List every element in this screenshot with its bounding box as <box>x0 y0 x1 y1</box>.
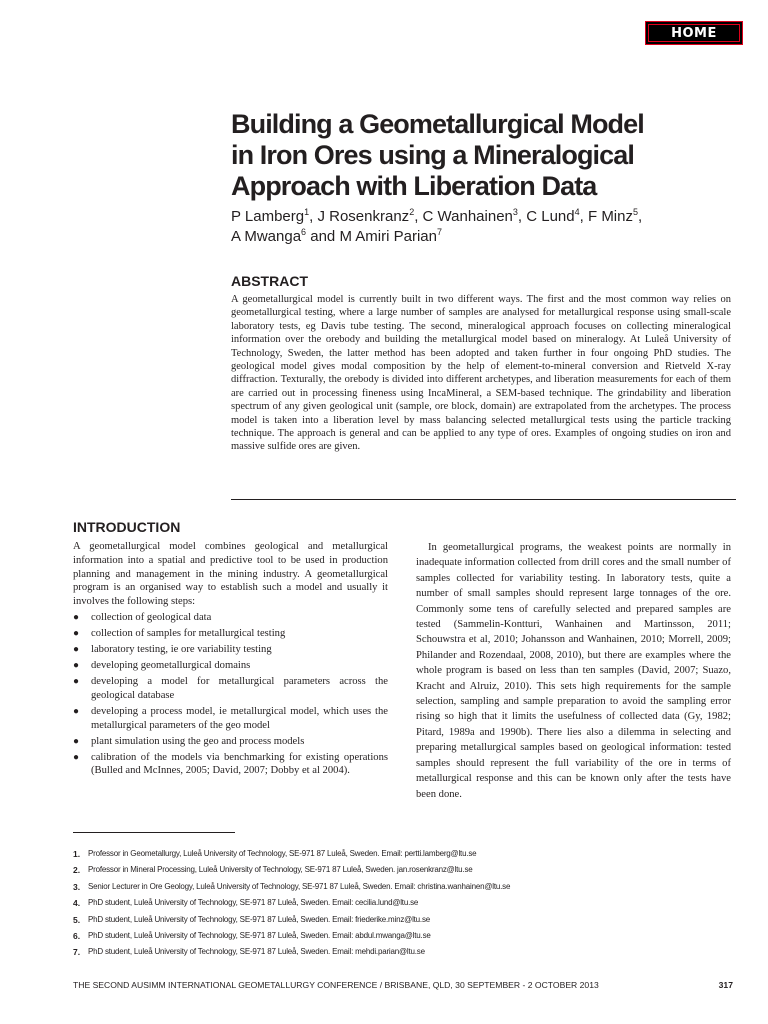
author-line: A Mwanga$^6$ and M Amiri Parian$^7$ <box>231 227 442 245</box>
step-text: collection of samples for metallurgical testing <box>91 628 286 640</box>
title-line: Approach with Liberation Data <box>231 171 597 201</box>
footnote-text: PhD student, Luleå University of Technology, SE-971 87 Luleå, Sweden. Email: mehdi.parian@ltu.se <box>88 947 425 957</box>
step-text: calibration of the models via benchmarking for existing operations (Bulled and McInnes, 2005; David, 2007; Dobby et al 2004). <box>91 751 388 777</box>
footnote <box>73 898 733 914</box>
footnote-number: 7. <box>73 947 81 958</box>
footnote-number: 4. <box>73 898 81 909</box>
step-text: collection of geological data <box>91 612 212 624</box>
conference-name: THE SECOND AUSIMM INTERNATIONAL GEOMETALLURGY CONFERENCE / BRISBANE, QLD, 30 SEPTEMBER - 2 OCTOBER 2013 <box>73 980 599 990</box>
footnote <box>73 865 733 881</box>
author-sup: 4 <box>574 207 580 217</box>
bullet-icon: ● <box>73 644 80 656</box>
list-item <box>73 643 388 657</box>
bullet-icon: ● <box>73 612 80 624</box>
author-sup: 7 <box>436 227 442 237</box>
step-text: plant simulation using the geo and process models <box>91 735 305 747</box>
title-line: in Iron Ores using a Mineralogical <box>231 140 634 170</box>
author-sup: 1 <box>304 207 310 217</box>
list-item <box>73 627 388 641</box>
footnote-number: 3. <box>73 881 81 892</box>
step-text: developing a process model, ie metallurgical model, which uses the metallurgical parameters of the geo model <box>91 705 388 731</box>
footnote-text: Professor in Mineral Processing, Luleå University of Technology, SE-971 87 Luleå, Sweden. jan.rosenkranz@ltu.se <box>88 865 473 875</box>
footnote-number: 6. <box>73 930 81 941</box>
list-item <box>73 751 388 779</box>
footnote <box>73 849 733 865</box>
bullet-icon: ● <box>73 660 80 672</box>
body-paragraph: In geometallurgical programs, the weakest points are normally in inadequate information collected from drill cores and the small number of samples collected for variability testing. In laboratory tests, quite a number of small samples should represent large tonnages of the ore. Commonly some tens of carefully selected and prepared samples are tested (Sammelin-Kontturi, Wanhainen and Martinsson, 2011; Schouwstra et al, 2010; Johansson and Wanhainen, 2010; Morrell, 2009; Philander and Rozendaal, 2008, 2010), but there are examples where the whole program is based on less than ten samples (David, 2007; Suazo, Kracht and Alruiz, 2010). This sets high requirements for the sample selection, sampling and sample preparation to avoid the sampling error rising so high that it limits the usefulness of collected data (Gy, 1982; Pitard, 1989a and 1990b). There lies also a dilemma in selecting and preparing metallurgical samples based on geological information: tested samples should represent the full variability of the ore in terms of metallurgical response and this can be known only after the tests have been done. <box>416 542 731 800</box>
bullet-icon: ● <box>73 735 80 747</box>
title-line: Building a Geometallurgical Model <box>231 109 644 139</box>
list-item <box>73 705 388 733</box>
footnote-text: PhD student, Luleå University of Technology, SE-971 87 Luleå, Sweden. Email: abdul.mwanga@ltu.se <box>88 930 431 940</box>
author-name: J Rosenkranz <box>317 208 410 225</box>
abstract-divider <box>231 499 736 500</box>
abstract-heading: ABSTRACT <box>231 273 308 289</box>
abstract-text: A geometallurgical model is currently built in two different ways. The first and the most common way relies on geometallurgical testing, where a large number of samples are analysed for metallurgical response using small-scale laboratory tests, eg Davis tube testing. The second, mineralogical approach focuses on collecting mineralogical information over the orebody and building the metallurgical model based on mineralogy. At Luleå University of Technology, Sweden, the latter method has been adopted and taken further in four ongoing PhD studies. The geological model gives modal composition by the help of element-to-mineral conversion and Rietveld X-ray diffraction. Texturally, the orebody is divided into different archetypes, and liberation measurements for each of them are carried out in processing fineness using IncaMineral, a SEM-based technique. The grindability and liberation spectrum of any given geological unit (sample, ore block, domain) are extrapolated from the archetypes. The process model is taken into a liberation level by mass balancing selected metallurgical tests using the particle tracking technique. The approach is general and can be applied to any type of ores. Examples of ongoing studies on iron and massive sulfide ores are given. <box>231 294 731 453</box>
bullet-icon: ● <box>73 676 80 688</box>
footnote <box>73 882 733 898</box>
author-name: M Amiri Parian <box>339 228 437 245</box>
page-number: 317 <box>718 980 733 990</box>
author-name: C Wanhainen <box>422 208 513 225</box>
footnote-number: 1. <box>73 849 81 859</box>
footnote-number: 5. <box>73 914 81 925</box>
home-button-label: HOME <box>671 25 717 41</box>
author-sup: 6 <box>301 227 307 237</box>
author-name: P Lamberg <box>231 208 305 225</box>
paper-title <box>231 109 731 202</box>
intro-paragraph: A geometallurgical model combines geological and metallurgical information into a spatial and predictive tool to be used in production planning and management in the mining industry. A geometallurgical program is an organised way to establish such a model and usually it involves the following steps: <box>73 541 388 608</box>
footnote-number: 2. <box>73 865 81 876</box>
right-column <box>416 540 731 802</box>
home-button[interactable] <box>645 21 743 45</box>
author-name: F Minz <box>587 208 633 225</box>
author-line: P Lamberg$^1$, J Rosenkranz$^2$, C Wanhainen$^3$, C Lund$^4$, F Minz$^5$, <box>231 207 643 225</box>
steps-list <box>73 611 388 778</box>
footnote <box>73 915 733 931</box>
step-text: developing geometallurgical domains <box>91 660 251 672</box>
step-text: developing a model for metallurgical parameters across the geological database <box>91 676 388 701</box>
list-item <box>73 611 388 625</box>
footnote-divider <box>73 832 235 833</box>
footnote-text: PhD student, Luleå University of Technology, SE-971 87 Luleå, Sweden. Email: cecilia.lund@ltu.se <box>88 898 419 908</box>
footnote-text: Professor in Geometallurgy, Luleå University of Technology, SE-971 87 Luleå, Sweden. Email: pertti.lamberg@ltu.se <box>88 849 477 858</box>
author-sup: 2 <box>409 207 415 217</box>
author-sup: 5 <box>632 207 638 217</box>
footnote-text: PhD student, Luleå University of Technology, SE-971 87 Luleå, Sweden. Email: friederike.minz@ltu.se <box>88 914 430 924</box>
author-list <box>231 207 736 247</box>
bullet-icon: ● <box>73 705 80 717</box>
list-item <box>73 675 388 703</box>
author-sup: 3 <box>512 207 518 217</box>
footnote <box>73 947 733 963</box>
author-name: A Mwanga <box>231 228 302 245</box>
step-text: laboratory testing, ie ore variability testing <box>91 644 272 656</box>
list-item <box>73 735 388 749</box>
bullet-icon: ● <box>73 751 80 763</box>
footnotes <box>73 849 733 964</box>
list-item <box>73 659 388 673</box>
author-name: C Lund <box>526 208 575 225</box>
footnote <box>73 931 733 947</box>
bullet-icon: ● <box>73 628 80 640</box>
introduction-heading: INTRODUCTION <box>73 519 181 535</box>
page-footer <box>73 980 733 990</box>
footnote-text: Senior Lecturer in Ore Geology, Luleå University of Technology, SE-971 87 Luleå, Sweden. Email: christina.wanhainen@ltu.se <box>88 881 511 891</box>
left-column <box>73 540 388 778</box>
